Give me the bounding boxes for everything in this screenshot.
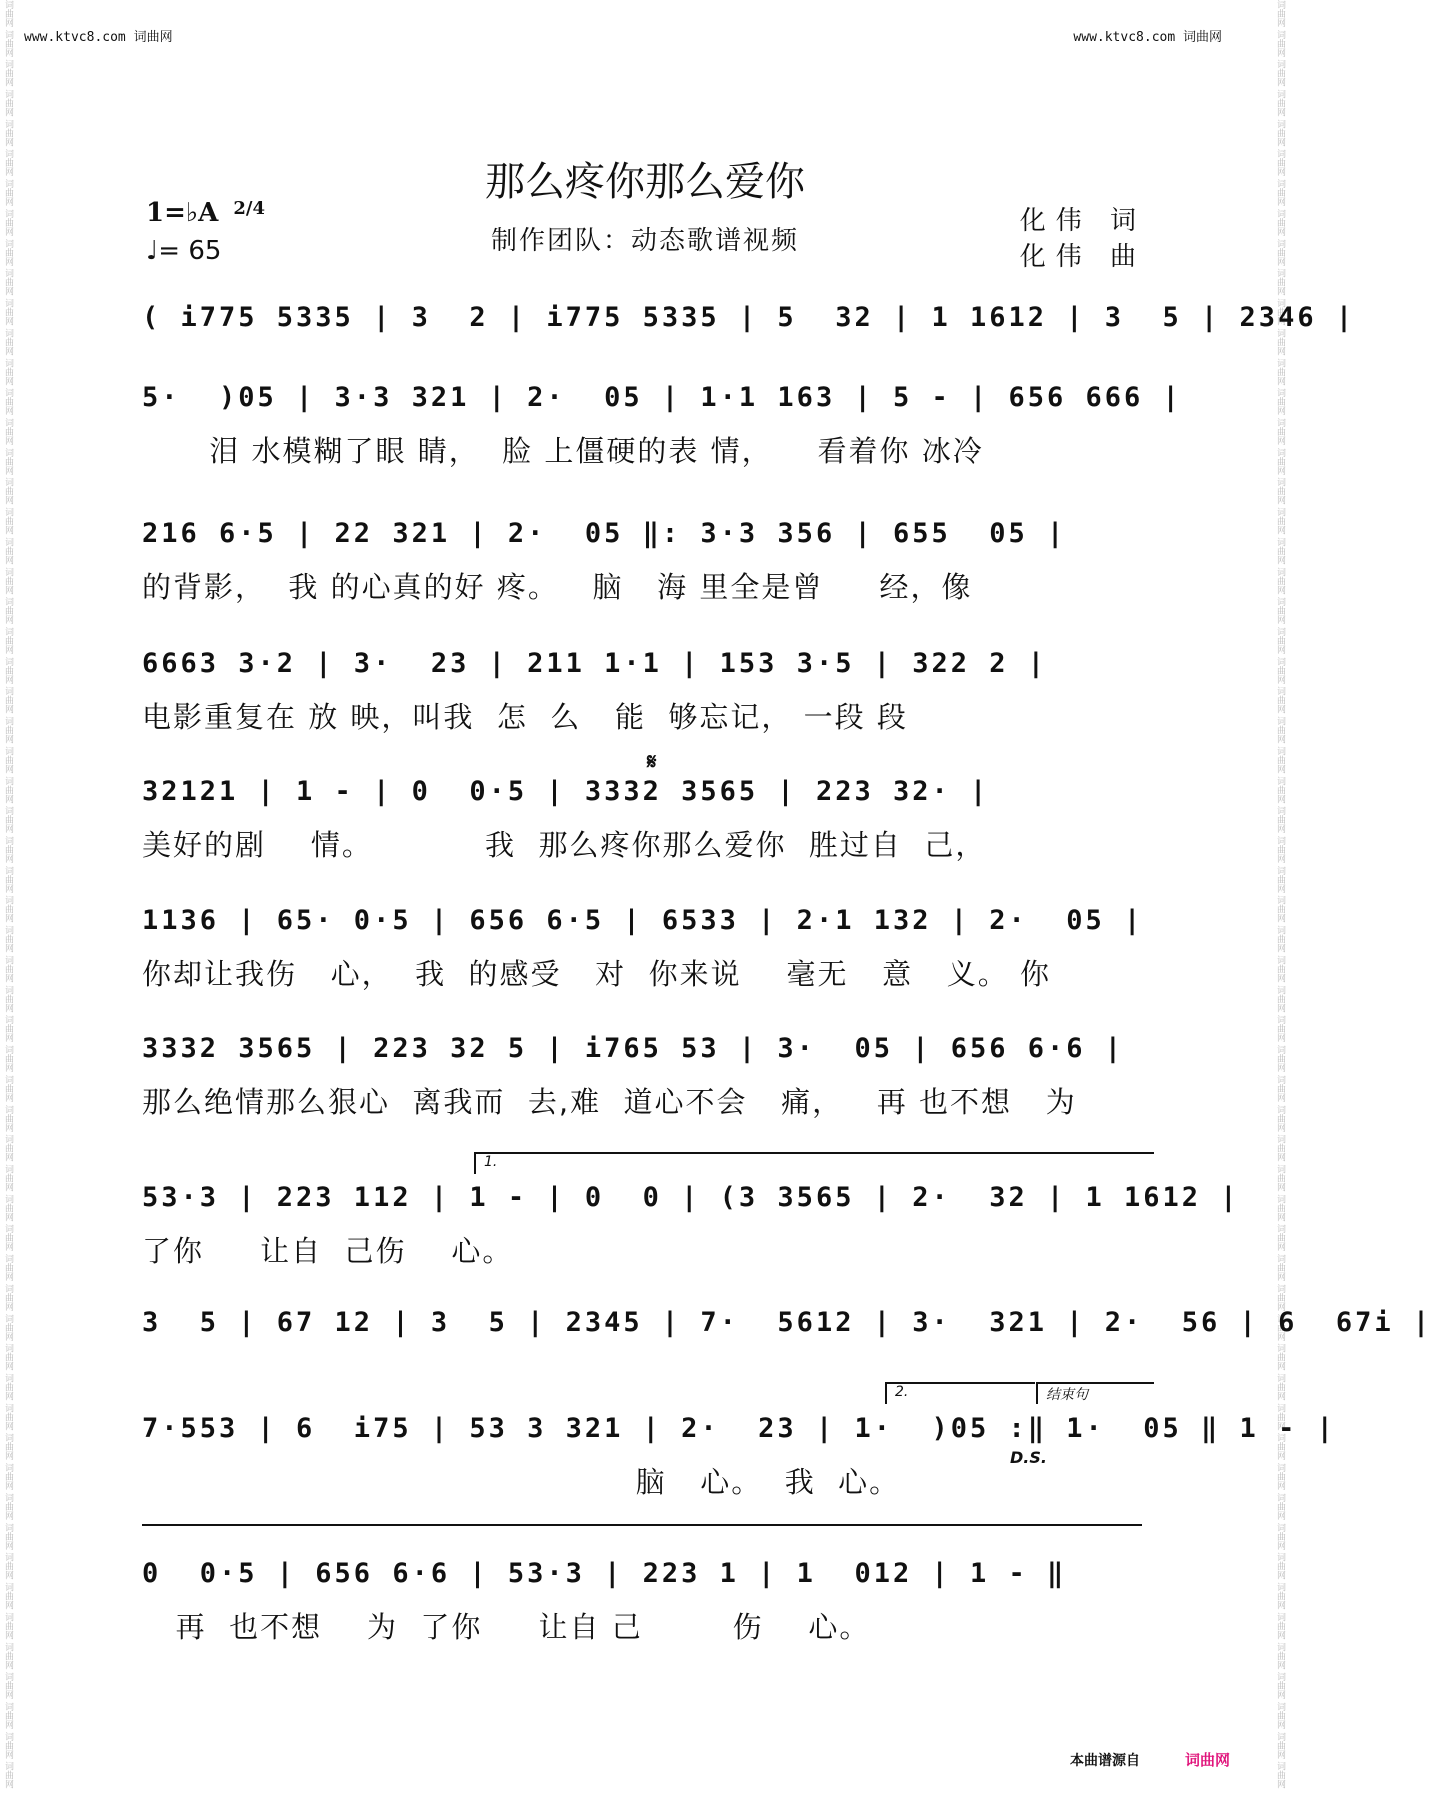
notation-line: ( i775 5335 | 3 2 | i775 5335 | 5 32 | 1 1612 | 3 5 | 2346 | bbox=[142, 302, 1356, 333]
lyric-line: 那么绝情那么狠心 离我而 去,难 道心不会 痛， 再 也不想 为 bbox=[142, 1085, 1077, 1119]
coda-rule bbox=[142, 1524, 1142, 1526]
key-label: 1=♭A bbox=[146, 198, 219, 228]
notation-line: 3332 3565 | 223 32 5 | i765 53 | 3· 05 | 656 6·6 | bbox=[142, 1033, 1125, 1064]
segno-sign: 𝄋 bbox=[647, 750, 657, 775]
notation-line: 32121 | 1 - | 0 0·5 | 3332 3565 | 223 32· | bbox=[142, 776, 990, 807]
lyric-line: 你却让我伤 心， 我 的感受 对 你来说 毫无 意 义。 你 bbox=[142, 957, 1052, 991]
lyricist-credit: 化伟 词 bbox=[1019, 206, 1146, 236]
notation-line: 5· )05 | 3·3 321 | 2· 05 | 1·1 163 | 5 - | 656 666 | bbox=[142, 382, 1182, 413]
lyric-line: 电影重复在 放 映，叫我 怎 么 能 够忘记， 一段 段 bbox=[142, 700, 908, 734]
right-watermark-strip: 词曲网 词曲网 词曲网 词曲网 词曲网 词曲网 词曲网 词曲网 词曲网 词曲网 词曲网 词曲网 词曲网 词曲网 词曲网 词曲网 词曲网 词曲网 词曲网 词曲网 词曲网 词曲网 词曲网 词曲网 词曲网 词曲网 词曲网 词曲网 词曲网 词曲网 词曲网 词曲网 词曲网 词曲网 词曲网 词曲网 词曲网 词曲网 词曲网 词曲网 词曲网 词曲网 词曲网 词曲网 词曲网 词曲网 词曲网 词曲网 词曲网 词曲网 词曲网 词曲网 词曲网 词曲网 词曲网 词曲网 词曲网 词曲网 词曲网 词曲网 bbox=[1275, 0, 1285, 1789]
header-right-url[interactable]: www.ktvc8.com 词曲网 bbox=[1073, 30, 1222, 45]
lyric-line: 泪 水模糊了眼 睛， 脸 上僵硬的表 情， 看着你 冰冷 bbox=[142, 434, 984, 468]
notation-line: 1136 | 65· 0·5 | 656 6·5 | 6533 | 2·1 132 | 2· 05 | bbox=[142, 905, 1144, 936]
header-left-url[interactable]: www.ktvc8.com 词曲网 bbox=[24, 30, 173, 45]
production-team: 制作团队：动态歌谱视频 bbox=[490, 226, 799, 256]
footer-source: 本曲谱源自 bbox=[1070, 1753, 1140, 1769]
ending-bracket bbox=[1036, 1382, 1154, 1404]
notation-line: 53·3 | 223 112 | 1 - | 0 0 | (3 3565 | 2· 32 | 1 1612 | bbox=[142, 1182, 1240, 1213]
volta-1-label: 1. bbox=[484, 1154, 498, 1170]
volta-2 bbox=[885, 1382, 1035, 1404]
notation-line: 3 5 | 67 12 | 3 5 | 2345 | 7· 5612 | 3· 321 | 2· 56 | 6 67i | bbox=[142, 1307, 1432, 1338]
time-signature: 2/4 bbox=[233, 198, 265, 219]
ending-label: 结束句 bbox=[1046, 1387, 1088, 1403]
tempo-marking: ♩= 65 bbox=[146, 236, 222, 266]
ds-mark: D.S. bbox=[1010, 1448, 1047, 1467]
notation-line: 216 6·5 | 22 321 | 2· 05 ‖: 3·3 356 | 655 05 | bbox=[142, 518, 1067, 549]
left-watermark-strip: 词曲网 词曲网 词曲网 词曲网 词曲网 词曲网 词曲网 词曲网 词曲网 词曲网 词曲网 词曲网 词曲网 词曲网 词曲网 词曲网 词曲网 词曲网 词曲网 词曲网 词曲网 词曲网 词曲网 词曲网 词曲网 词曲网 词曲网 词曲网 词曲网 词曲网 词曲网 词曲网 词曲网 词曲网 词曲网 词曲网 词曲网 词曲网 词曲网 词曲网 词曲网 词曲网 词曲网 词曲网 词曲网 词曲网 词曲网 词曲网 词曲网 词曲网 词曲网 词曲网 词曲网 词曲网 词曲网 词曲网 词曲网 词曲网 词曲网 词曲网 bbox=[3, 0, 13, 1789]
composer-credit: 化伟 曲 bbox=[1019, 242, 1146, 272]
lyric-line: 了你 让自 己伤 心。 bbox=[142, 1234, 514, 1268]
lyric-line: 的背影， 我 的心真的好 疼。 脑 海 里全是曾 经，像 bbox=[142, 570, 973, 604]
notation-line: 7·553 | 6 i75 | 53 3 321 | 2· 23 | 1· )05 :‖ 1· 05 ‖ 1 - | bbox=[142, 1413, 1336, 1444]
notation-line: 6663 3·2 | 3· 23 | 211 1·1 | 153 3·5 | 322 2 | bbox=[142, 648, 1048, 679]
volta-1 bbox=[474, 1152, 1154, 1174]
lyric-line: 再 也不想 为 了你 让自 己 伤 心。 bbox=[142, 1610, 871, 1644]
song-title: 那么疼你那么爱你 bbox=[485, 159, 805, 205]
volta-2-label: 2. bbox=[895, 1384, 909, 1400]
lyric-line: 美好的剧 情。 我 那么疼你那么爱你 胜过自 己， bbox=[142, 828, 987, 862]
footer-site[interactable]: 词曲网 bbox=[1184, 1751, 1230, 1769]
notation-line: 0 0·5 | 656 6·6 | 53·3 | 223 1 | 1 012 | 1 - ‖ bbox=[142, 1558, 1067, 1589]
lyric-line: 脑 心。 我 心。 bbox=[142, 1465, 901, 1499]
